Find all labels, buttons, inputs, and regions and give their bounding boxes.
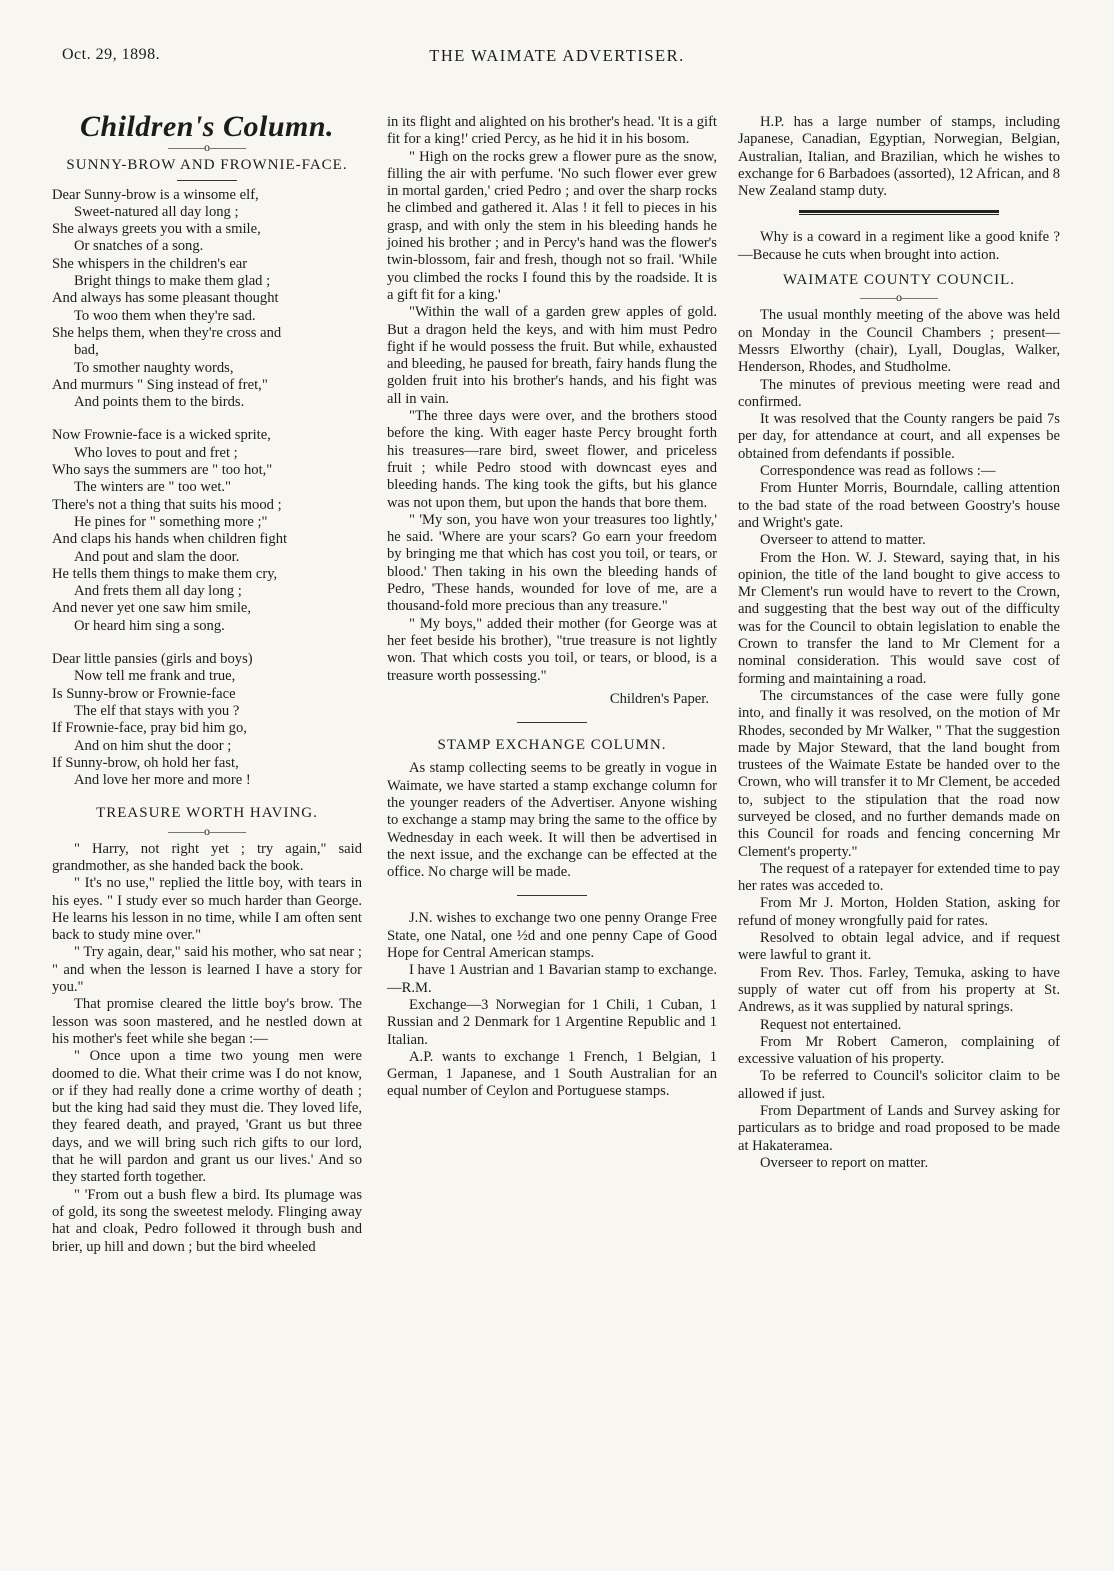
paragraph: From Department of Lands and Survey asking for particulars as to bridge and road proposed to be made at Hakateramea.	[738, 1103, 1060, 1154]
paragraph: Resolved to obtain legal advice, and if request were lawful to grant it.	[738, 930, 1060, 964]
column-2	[387, 114, 717, 1101]
paragraph: Request not entertained.	[760, 1016, 902, 1033]
divider	[517, 722, 587, 723]
poem-title: SUNNY-BROW AND FROWNIE-FACE.	[66, 157, 348, 174]
ornament: ———o———	[168, 823, 246, 838]
poem-line: And murmurs " Sing instead of fret,"	[52, 376, 268, 393]
paragraph: " Once upon a time two young men were doomed to die. What their crime was I do not know, or if they had really done a crime worthy of death ; but the king had said they must die. They loved life, they feared death, and prayed, 'Grant us but three days, and we will bring such rich gifts to our lord, that he will pardon and grant us our lives.' And so they started forth together.	[52, 1048, 362, 1186]
paragraph: From Hunter Morris, Bourndale, calling attention to the bad state of the road between Goostry's house and Wright's gate.	[738, 480, 1060, 531]
poem-line: She helps them, when they're cross and	[52, 324, 282, 341]
council-report	[738, 307, 1060, 1172]
poem-line: Now tell me frank and true,	[74, 668, 236, 685]
story-source: Children's Paper.	[609, 690, 709, 707]
poem-line: To smother naughty words,	[74, 359, 234, 376]
column-3	[738, 114, 1060, 1172]
poem-stanza	[52, 651, 362, 789]
paragraph: A.P. wants to exchange 1 French, 1 Belgian, 1 German, 1 Japanese, and 1 South Australian for an equal number of Ceylon and Portuguese stamps.	[387, 1048, 717, 1100]
paragraph: Overseer to attend to matter.	[760, 532, 926, 549]
paragraph: " Harry, not right yet ; try again," said grandmother, as she handed back the book.	[52, 840, 362, 874]
stamp-item-hp: H.P. has a large number of stamps, including Japanese, Canadian, Egyptian, Norwegian, Belgian, Australian, Italian, and Brazilian, which he wishes to exchange for 6 Barbadoes (assorted), 12 African, and 8 New Zealand stamp duty.	[738, 114, 1060, 200]
ornament: ———o———	[168, 140, 246, 155]
poem-line: And points them to the birds.	[74, 394, 245, 411]
paragraph: From the Hon. W. J. Steward, saying that, in his opinion, the title of the land bought to give access to Mr Clement's run would have to revert to the Crown, and suggesting that the best way out of the difficulty was for the Council to obtain legislation to enable the Crown to transfer the land to Mr Clement for a nominal consideration. This would save cost of forming and maintaining a road.	[738, 549, 1060, 687]
poem-line: The winters are " too wet."	[74, 479, 231, 496]
divider	[799, 210, 999, 215]
council-title: WAIMATE COUNTY COUNCIL.	[782, 272, 1015, 289]
divider	[517, 895, 587, 896]
paragraph: "Within the wall of a garden grew apples of gold. But a dragon held the keys, and with him must Pedro fight if he would possess the fruit. But while, exhausted and bleeding, he paused for breath, fairy hands flung the golden fruit into his brother's hands, and his fight was all in vain.	[387, 304, 717, 407]
story-part-2	[387, 114, 717, 685]
poem-line: And claps his hands when children fight	[52, 531, 288, 548]
poem-line: bad,	[74, 342, 99, 359]
stamp-items	[387, 910, 717, 1100]
poem	[52, 187, 362, 790]
paragraph: The circumstances of the case were fully gone into, and finally it was resolved, on the motion of Mr Rhodes, seconded by Mr Walker, " That the suggestion made by Major Steward, that the land bought from trustees of the Waimate Estate be handed over to the Crown, who will transfer it to Mr Clement, be acceded to, subject to the stipulation that the road now surveyed be closed, and no further demands made on this Council for roads and fencing concerning Mr Clement's property."	[738, 687, 1060, 860]
issue-date: Oct. 29, 1898.	[62, 46, 161, 63]
poem-line: If Frownie-face, pray bid him go,	[52, 720, 247, 737]
paragraph: From Mr J. Morton, Holden Station, asking for refund of money wrongfully paid for rates.	[738, 895, 1060, 929]
poem-line: To woo them when they're sad.	[74, 307, 256, 324]
paragraph: Overseer to report on matter.	[760, 1154, 929, 1171]
poem-line: Dear little pansies (girls and boys)	[52, 651, 253, 668]
paragraph: To be referred to Council's solicitor claim to be allowed if just.	[738, 1068, 1060, 1102]
poem-line: And love her more and more !	[74, 772, 251, 789]
paragraph: I have 1 Austrian and 1 Bavarian stamp to exchange.—R.M.	[387, 962, 717, 996]
newspaper-title: THE WAIMATE ADVERTISER.	[429, 46, 685, 65]
riddle: Why is a coward in a regiment like a good knife ?—Because he cuts when brought into action.	[738, 229, 1060, 263]
paragraph: " High on the rocks grew a flower pure as the snow, filling the air with perfume. 'No such flower ever grew in mortal garden,' cried Pedro ; and over the sharp rocks he climbed and gathered it. Alas ! it fell to pieces in his grasp, and with only the stem in his bleeding hands he joined his brother ; and in Percy's hand was the flower's twin-blossom, fair and fresh, though not so frail. 'While you climbed the rocks I found this by the roadside. It is a gift fit for a king.'	[387, 148, 717, 303]
poem-line: The elf that stays with you ?	[74, 702, 240, 719]
poem-line: Or heard him sing a song.	[74, 617, 225, 634]
paragraph: From Mr Robert Cameron, complaining of excessive valuation of his property.	[738, 1033, 1060, 1068]
paragraph: in its flight and alighted on his brother's head. 'It is a gift fit for a king!' cried Percy, as he hid it in his bosom.	[387, 114, 717, 148]
paragraph: It was resolved that the County rangers be paid 7s per day, for attendance at court, and all expenses be obtained from defendants if possible.	[738, 411, 1060, 462]
poem-line: If Sunny-brow, oh hold her fast,	[52, 754, 239, 771]
poem-line: And pout and slam the door.	[74, 548, 240, 565]
story-part-1	[52, 841, 362, 1256]
divider	[177, 180, 237, 181]
childrens-column-title: Children's Column.	[79, 110, 335, 143]
stamp-intro: As stamp collecting seems to be greatly in vogue in Waimate, we have started a stamp exchange column for the younger readers of the Advertiser. Anyone wishing to exchange a stamp may bring the same to the office by Wednesday in each week. It will then be advertised in the next issue, and the exchange can be effected at the office. No charge will be made.	[387, 760, 717, 881]
poem-line: He tells them things to make them cry,	[52, 565, 278, 582]
poem-line: Who loves to pout and fret ;	[74, 444, 238, 461]
poem-line: She whispers in the children's ear	[52, 255, 248, 272]
poem-line: Who says the summers are " too hot,"	[52, 462, 273, 479]
paragraph: " 'My son, you have won your treasures too lightly,' he said. 'Where are your scars? Go earn your freedom by bringing me that which has cost you toil, or tears, or blood.' Then taking in his own the bleeding hands of Pedro, 'These hands, wounded for love of me, are a thousand-fold more precious than any treasure."	[387, 511, 717, 615]
poem-line: Sweet-natured all day long ;	[74, 203, 239, 220]
poem-line: Is Sunny-brow or Frownie-face	[52, 685, 236, 702]
paragraph: " 'From out a bush flew a bird. Its plumage was of gold, its song the sweetest melody. Flinging away hat and cloak, Pedro followed it through bush and brier, up hill and down ; but the bird wheeled	[52, 1186, 362, 1255]
poem-stanza	[52, 427, 362, 635]
poem-line: Or snatches of a song.	[74, 238, 204, 255]
stamp-exchange-title: STAMP EXCHANGE COLUMN.	[437, 737, 667, 754]
paragraph: Exchange—3 Norwegian for 1 Chili, 1 Cuban, 1 Russian and 2 Denmark for 1 Argentine Republic and 1 Italian.	[387, 996, 717, 1048]
paragraph: The minutes of previous meeting were read and confirmed.	[738, 376, 1060, 410]
poem-line: And always has some pleasant thought	[52, 290, 279, 307]
paragraph: "The three days were over, and the brothers stood before the king. With eager haste Percy brought forth his treasures—rare bird, sweet flower, and priceless fruit ; while Pedro stood with downcast eyes and bleeding hands. The king took the gifts, but his glance was not upon them, but upon the hands that bore them.	[387, 408, 717, 511]
poem-line: And frets them all day long ;	[74, 583, 242, 600]
paragraph: " My boys," added their mother (for George was at her feet beside his brother), "true treasure is not lightly won. That which costs you toil, or tears, or blood, is a treasure worth possessing."	[387, 615, 717, 684]
poem-line: He pines for " something more ;"	[74, 513, 268, 530]
paragraph: Correspondence was read as follows :—	[760, 463, 996, 480]
paragraph: " It's no use," replied the little boy, with tears in his eyes. " I study ever so much harder than George. He learns his lesson in no time, while I am often sent back to study mine over."	[52, 875, 362, 944]
paragraph: From Rev. Thos. Farley, Temuka, asking to have supply of water cut off from his property at St. Andrews, as it was supplied by natural springs.	[738, 964, 1060, 1016]
paragraph: J.N. wishes to exchange two one penny Orange Free State, one Natal, one ½d and one penny Cape of Good Hope for Central American stamps.	[387, 910, 717, 962]
ornament: ———o———	[860, 290, 938, 305]
poem-line: And never yet one saw him smile,	[52, 600, 251, 617]
poem-stanza	[52, 187, 362, 412]
paragraph: The usual monthly meeting of the above was held on Monday in the Council Chambers ; present—Messrs Elworthy (chair), Lyall, Douglas, Walker, Henderson, Rhodes, and Studholme.	[738, 307, 1060, 376]
paragraph: That promise cleared the little boy's brow. The lesson was soon mastered, and he nestled down at his mother's feet while she began :—	[52, 996, 362, 1047]
paragraph: The request of a ratepayer for extended time to pay her rates was acceded to.	[738, 860, 1060, 895]
story-title: TREASURE WORTH HAVING.	[96, 805, 318, 822]
poem-line: There's not a thing that suits his mood ;	[52, 496, 282, 513]
poem-line: She always greets you with a smile,	[52, 221, 261, 238]
column-1	[52, 110, 362, 1256]
poem-line: Dear Sunny-brow is a winsome elf,	[52, 186, 259, 203]
poem-line: Now Frownie-face is a wicked sprite,	[52, 427, 271, 444]
poem-line: And on him shut the door ;	[74, 737, 232, 754]
paragraph: " Try again, dear," said his mother, who sat near ; " and when the lesson is learned I have a story for you."	[52, 944, 362, 996]
poem-line: Bright things to make them glad ;	[74, 273, 271, 290]
